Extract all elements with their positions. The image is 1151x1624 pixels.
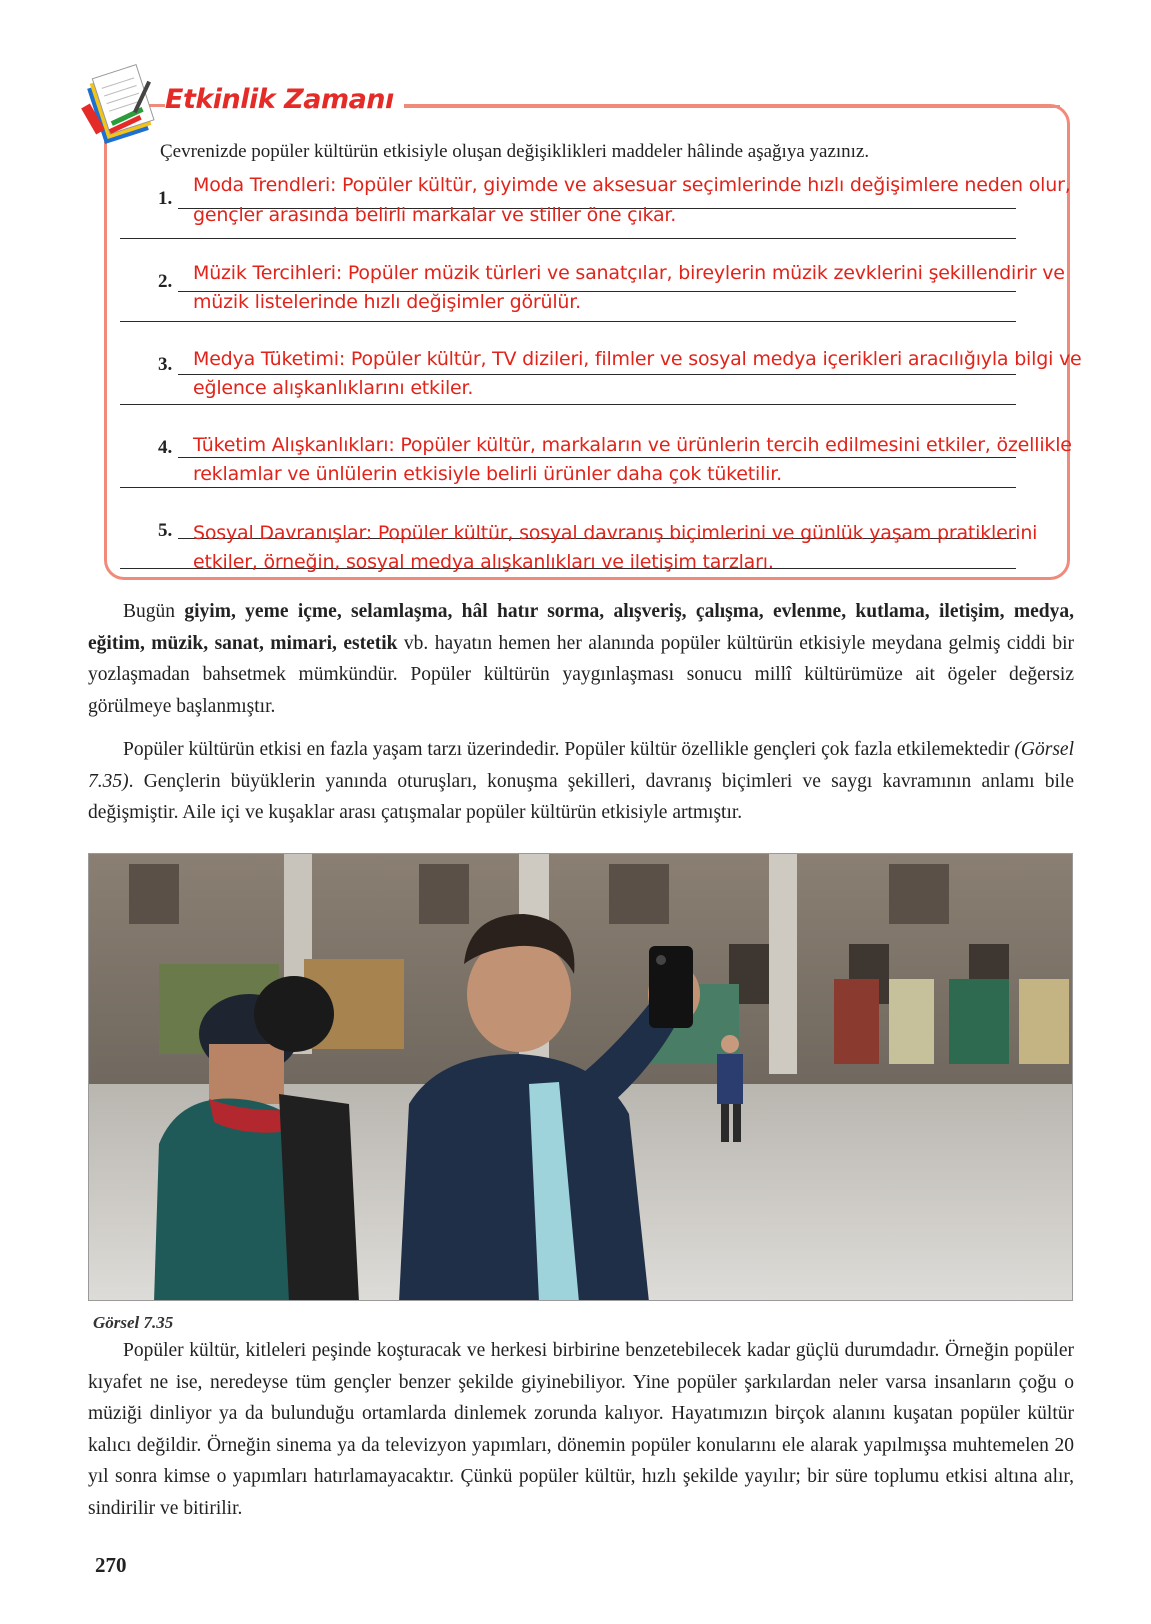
- item-number: 2.: [158, 271, 173, 292]
- answer-text: Sosyal Davranışlar: Popüler kültür, sosyal davranış biçimlerini ve günlük yaşam pratiklerini: [193, 522, 1038, 544]
- figure-reference: (Görsel 7.35): [88, 739, 1074, 792]
- answer-text: gençler arasında belirli markalar ve stiller öne çıkar.: [193, 204, 677, 226]
- paragraph: [88, 596, 1074, 722]
- paragraph: [88, 1335, 1074, 1524]
- item-number: 1.: [158, 188, 173, 209]
- answer-text: Medya Tüketimi: Popüler kültür, TV dizileri, filmler ve sosyal medya içerikleri aracılığıyla bilgi ve: [193, 348, 1082, 370]
- selfie-photo: [88, 853, 1073, 1301]
- answer-line: [120, 404, 1016, 405]
- text-run: . Gençlerin büyüklerin yanında oturuşları, konuşma şekilleri, davranış biçimleri ve saygı kavramının anlamı bile değişmiştir. Aile içi ve kuşaklar arası çatışmalar popüler kültürün etkisiyle artmıştır.: [88, 770, 1074, 823]
- item-number: 4.: [158, 437, 173, 458]
- answer-text: müzik listelerinde hızlı değişimler görülür.: [193, 291, 581, 313]
- title-rule: [400, 105, 1060, 108]
- bold-terms: giyim, yeme içme, selamlaşma, hâl hatır sorma, alışveriş, çalışma, evlenme, kutlama, iletişim, medya, eğitim, müzik, sanat, mimari, estetik: [88, 601, 1075, 654]
- page-number: 270: [95, 1553, 127, 1577]
- activity-instruction: Çevrenizde popüler kültürün etkisiyle oluşan değişiklikleri maddeler hâlinde aşağıya yazınız.: [160, 141, 870, 162]
- text-run: Popüler kültür, kitleleri peşinde koşturacak ve herkesi birbirine benzetebilecek kadar güçlü durumdadır. Örneğin popüler kıyafet ne ise, neredeyse tüm gençler benzer şekilde giyinebiliyor. Yine popüler şarkılardan neler varsa insanların çoğu o müziği dinliyor ya da bulunduğu ortamlarda dinlemek zorunda kalıyor. Hayatımızın birçok alanını kuşatan popüler kültür kalıcı değildir. Örneğin sinema ya da televizyon yapımları, dönemin popüler konularını ele alarak yapılmışsa muhtemelen 20 yıl sonra kimse o yapımları hatırlamayacaktır. Çünkü popüler kültür, hızlı şekilde yayılır; bir süre toplumu etkisi altına alır, sindirilir ve bitirilir.: [88, 1340, 1074, 1519]
- answer-text: etkiler, örneğin, sosyal medya alışkanlıkları ve iletişim tarzları.: [193, 551, 774, 573]
- photo-illustration: [89, 854, 1073, 1301]
- answer-text: Tüketim Alışkanlıkları: Popüler kültür, markaların ve ürünlerin tercih edilmesini etkiler, özellikle: [193, 434, 1072, 456]
- answer-text: reklamlar ve ünlülerin etkisiyle belirli ürünler daha çok tüketilir.: [193, 463, 782, 485]
- notebook-pencils-icon: [80, 60, 170, 150]
- text-run: vb. hayatın hemen her alanında popüler kültürün etkisiyle meydana gelmiş ciddi bir yozlaşmadan bahsetmek mümkündür. Popüler kültürün yaygınlaşması sonucu millî kültürümüze ait ögeler değersiz görülmeye başlanmıştır.: [88, 632, 1074, 717]
- paragraph: [88, 734, 1074, 829]
- item-number: 3.: [158, 354, 173, 375]
- text-run: Popüler kültürün etkisi en fazla yaşam tarzı üzerindedir. Popüler kültür özellikle gençleri çok fazla etkilemektedir: [123, 739, 1015, 760]
- answer-line: [120, 238, 1016, 239]
- item-number: 5.: [158, 520, 173, 541]
- activity-title: Etkinlik Zamanı: [165, 84, 404, 115]
- answer-text: Moda Trendleri: Popüler kültür, giyimde ve aksesuar seçimlerinde hızlı değişimlere neden olur,: [193, 174, 1071, 196]
- text-run: Bugün: [123, 601, 185, 622]
- answer-line: [120, 321, 1016, 322]
- answer-text: Müzik Tercihleri: Popüler müzik türleri ve sanatçılar, bireylerin müzik zevklerini şekillendirir ve: [193, 262, 1065, 284]
- figure-caption: Görsel 7.35: [93, 1313, 174, 1332]
- answer-text: eğlence alışkanlıklarını etkiler.: [193, 377, 474, 399]
